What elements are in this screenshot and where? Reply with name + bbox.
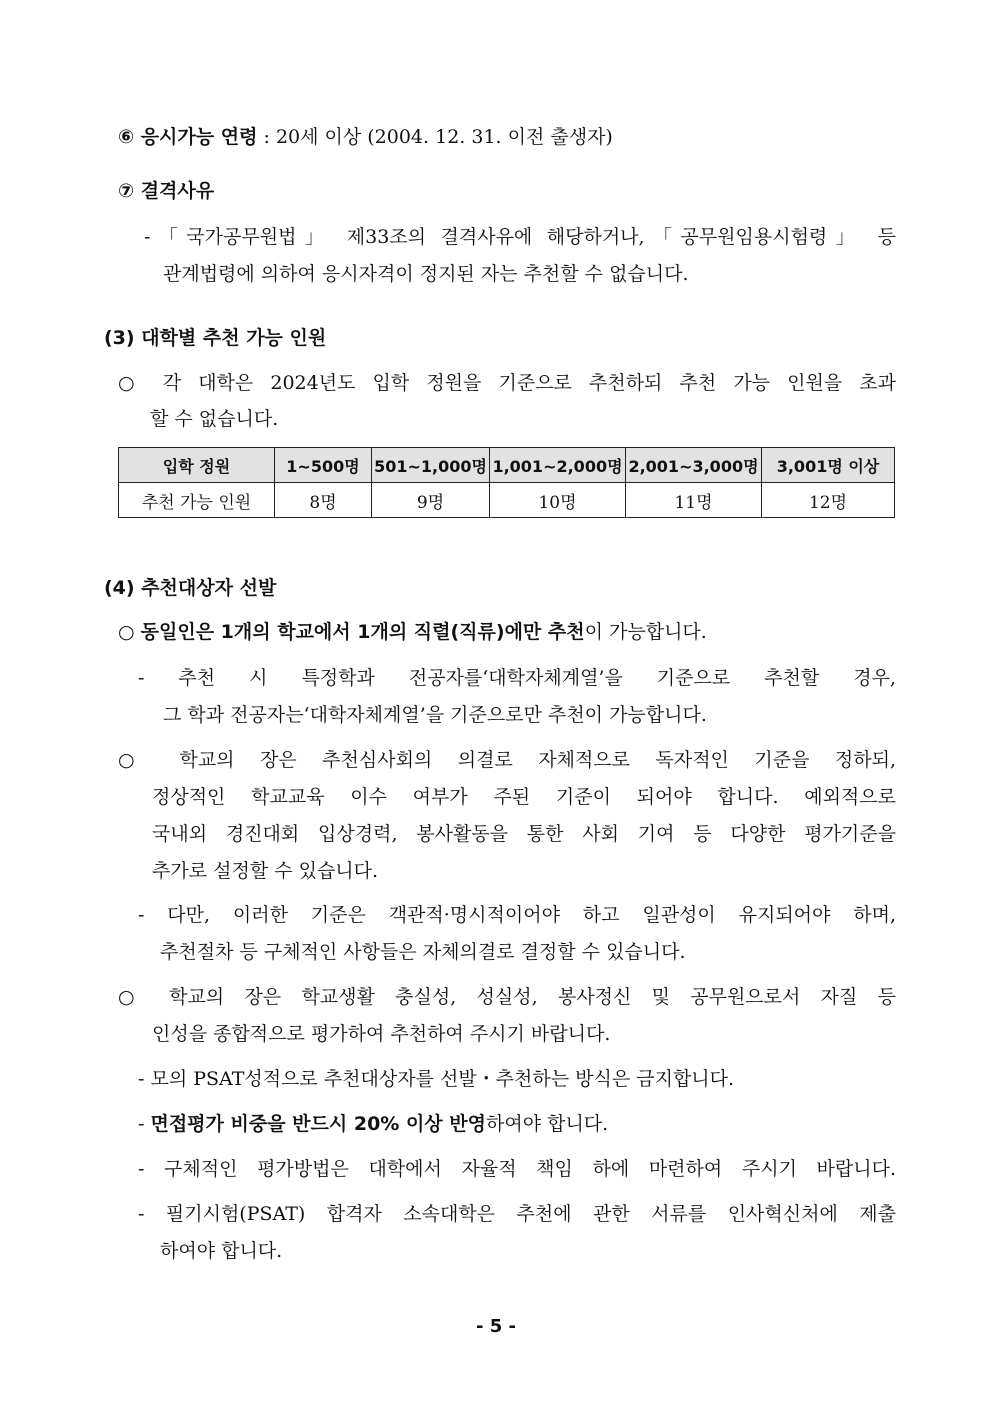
table-header-cell: 2,001~3,000명	[626, 448, 762, 483]
disqualification-heading: ⑦ 결격사유	[118, 180, 215, 202]
section3-paragraph-line1: ○ 각 대학은 2024년도 입학 정원을 기준으로 추천하되 추천 가능 인원을 초과	[118, 372, 896, 394]
table-header-cell: 입학 정원	[119, 448, 275, 483]
age-requirement-separator: :	[257, 126, 276, 148]
section4-paragraph1-rest: 이 가능합니다.	[584, 621, 707, 643]
section3-title: (3) 대학별 추천 가능 인원	[104, 327, 327, 349]
section4-p2-line1: ○ 학교의 장은 추천심사회의 의결로 자체적으로 독자적인 기준을 정하되,	[118, 749, 896, 771]
table-cell: 11명	[626, 483, 762, 518]
page-number: - 5 -	[476, 1316, 516, 1337]
section4-p3-sub2-rest: 하여야 합니다.	[485, 1113, 609, 1135]
section3-paragraph-line2: 할 수 없습니다.	[150, 408, 279, 430]
section4-p2-sub-line1: - 다만, 이러한 기준은 객관적·명시적이어야 하고 일관성이 유지되어야 하며,	[138, 904, 896, 926]
bullet-circle: ○	[118, 621, 135, 643]
dash: -	[138, 1113, 151, 1135]
section4-p2-line3: 국내외 경진대회 입상경력, 봉사활동을 통한 사회 기여 등 다양한 평가기준을	[152, 823, 896, 845]
disqualification-bullet-line1: -「국가공무원법」 제33조의 결격사유에 해당하거나,「공무원임용시험령」 등	[144, 226, 896, 248]
section4-p3-sub2	[138, 1112, 608, 1136]
age-requirement-text: 20세 이상 (2004. 12. 31. 이전 출생자)	[275, 126, 613, 148]
age-requirement	[118, 125, 613, 149]
section4-p3-sub3: - 구체적인 평가방법은 대학에서 자율적 책임 하에 마련하여 주시기 바랍니다.	[138, 1158, 896, 1180]
table-row	[119, 483, 895, 518]
section4-p3-line1: ○ 학교의 장은 학교생활 충실성, 성실성, 봉사정신 및 공무원으로서 자질 등	[118, 986, 896, 1008]
table-cell: 추천 가능 인원	[119, 483, 275, 518]
recommendation-quota-table	[118, 447, 895, 518]
section4-title: (4) 추천대상자 선발	[104, 577, 277, 599]
section4-p3-line2: 인성을 종합적으로 평가하여 추천하여 주시기 바랍니다.	[152, 1023, 611, 1045]
section4-p3-sub1: - 모의 PSAT성적으로 추천대상자를 선발・추천하는 방식은 금지합니다.	[138, 1068, 735, 1090]
section4-p2-line2: 정상적인 학교교육 이수 여부가 주된 기준이 되어야 합니다. 예외적으로	[152, 786, 896, 808]
table-cell: 12명	[762, 483, 895, 518]
table-cell: 10명	[490, 483, 626, 518]
table-cell: 9명	[372, 483, 490, 518]
section4-p1-sub-line2: 그 학과 전공자는‘대학자체계열’을 기준으로만 추천이 가능합니다.	[163, 704, 707, 726]
table-header-cell: 1,001~2,000명	[490, 448, 626, 483]
section4-p3-sub4-line1: - 필기시험(PSAT) 합격자 소속대학은 추천에 관한 서류를 인사혁신처에 제출	[138, 1203, 896, 1225]
disqualification-bullet-line2: 관계법령에 의하여 응시자격이 정지된 자는 추천할 수 없습니다.	[163, 263, 689, 285]
table-header-cell: 501~1,000명	[372, 448, 490, 483]
table-header-cell: 1~500명	[275, 448, 372, 483]
section4-paragraph1-emphasis: 동일인은 1개의 학교에서 1개의 직렬(직류)에만 추천	[140, 621, 585, 643]
section4-p2-line4: 추가로 설정할 수 있습니다.	[152, 860, 379, 882]
table-header-row	[119, 448, 895, 483]
section4-paragraph1	[118, 620, 707, 644]
table-header-cell: 3,001명 이상	[762, 448, 895, 483]
section4-p3-sub4-line2: 하여야 합니다.	[160, 1240, 283, 1262]
table-cell: 8명	[275, 483, 372, 518]
age-requirement-label: ⑥ 응시가능 연령	[118, 126, 258, 148]
section4-p2-sub-line2: 추천절차 등 구체적인 사항들은 자체의결로 결정할 수 있습니다.	[160, 941, 686, 963]
section4-p1-sub-line1: - 추천 시 특정학과 전공자를‘대학자체계열’을 기준으로 추천할 경우,	[138, 667, 896, 689]
section4-p3-sub2-emphasis: 면접평가 비중을 반드시 20% 이상 반영	[150, 1113, 486, 1135]
